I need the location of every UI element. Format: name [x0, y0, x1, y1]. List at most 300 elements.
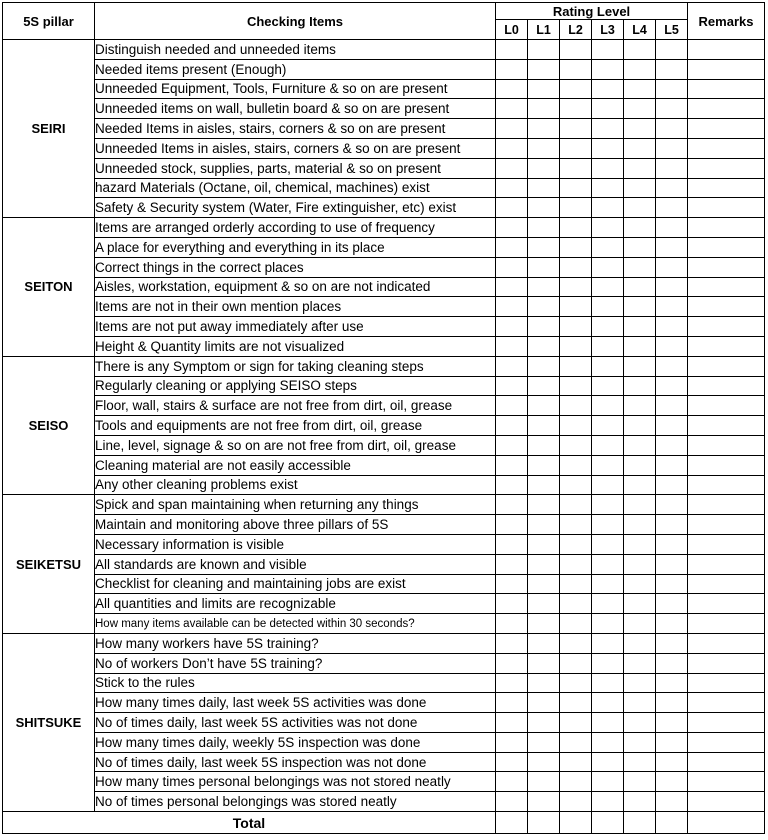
rating-cell-l2[interactable] — [560, 475, 592, 495]
remarks-cell[interactable] — [688, 534, 765, 554]
rating-cell-l0[interactable] — [496, 178, 528, 198]
rating-cell-l4[interactable] — [624, 257, 656, 277]
rating-cell-l3[interactable] — [592, 356, 624, 376]
rating-cell-l4[interactable] — [624, 297, 656, 317]
rating-cell-l5[interactable] — [656, 594, 688, 614]
rating-cell-l0[interactable] — [496, 772, 528, 792]
rating-cell-l0[interactable] — [496, 257, 528, 277]
rating-cell-l5[interactable] — [656, 633, 688, 653]
rating-cell-l1[interactable] — [528, 99, 560, 119]
remarks-cell[interactable] — [688, 515, 765, 535]
rating-cell-l4[interactable] — [624, 178, 656, 198]
remarks-cell[interactable] — [688, 594, 765, 614]
rating-cell-l3[interactable] — [592, 534, 624, 554]
rating-cell-l5[interactable] — [656, 218, 688, 238]
rating-cell-l1[interactable] — [528, 633, 560, 653]
rating-cell-l2[interactable] — [560, 594, 592, 614]
rating-cell-l1[interactable] — [528, 119, 560, 139]
rating-cell-l1[interactable] — [528, 455, 560, 475]
rating-cell-l3[interactable] — [592, 237, 624, 257]
rating-cell-l3[interactable] — [592, 336, 624, 356]
rating-cell-l5[interactable] — [656, 40, 688, 60]
checking-item: Tools and equipments are not free from dirt, oil, grease — [95, 416, 496, 436]
remarks-cell[interactable] — [688, 495, 765, 515]
rating-cell-l0[interactable] — [496, 574, 528, 594]
rating-cell-l1[interactable] — [528, 79, 560, 99]
rating-cell-l1[interactable] — [528, 356, 560, 376]
rating-cell-l0[interactable] — [496, 515, 528, 535]
remarks-cell[interactable] — [688, 455, 765, 475]
header-level-l0: L0 — [496, 20, 528, 40]
rating-cell-l2[interactable] — [560, 633, 592, 653]
rating-cell-l2[interactable] — [560, 455, 592, 475]
total-cell-l1[interactable] — [528, 812, 560, 834]
remarks-cell[interactable] — [688, 178, 765, 198]
rating-cell-l3[interactable] — [592, 633, 624, 653]
remarks-cell[interactable] — [688, 574, 765, 594]
rating-cell-l2[interactable] — [560, 732, 592, 752]
remarks-cell[interactable] — [688, 673, 765, 693]
rating-cell-l3[interactable] — [592, 594, 624, 614]
rating-cell-l0[interactable] — [496, 475, 528, 495]
rating-cell-l4[interactable] — [624, 455, 656, 475]
header-level-l4: L4 — [624, 20, 656, 40]
remarks-cell[interactable] — [688, 772, 765, 792]
remarks-cell[interactable] — [688, 633, 765, 653]
rating-cell-l4[interactable] — [624, 554, 656, 574]
rating-cell-l1[interactable] — [528, 574, 560, 594]
rating-cell-l2[interactable] — [560, 198, 592, 218]
rating-cell-l4[interactable] — [624, 119, 656, 139]
checking-item: Any other cleaning problems exist — [95, 475, 496, 495]
rating-cell-l0[interactable] — [496, 297, 528, 317]
rating-cell-l0[interactable] — [496, 158, 528, 178]
rating-cell-l0[interactable] — [496, 416, 528, 436]
rating-cell-l1[interactable] — [528, 237, 560, 257]
rating-cell-l5[interactable] — [656, 297, 688, 317]
rating-cell-l2[interactable] — [560, 237, 592, 257]
rating-cell-l2[interactable] — [560, 554, 592, 574]
rating-cell-l0[interactable] — [496, 435, 528, 455]
remarks-cell[interactable] — [688, 99, 765, 119]
rating-cell-l0[interactable] — [496, 614, 528, 634]
rating-cell-l0[interactable] — [496, 455, 528, 475]
rating-cell-l5[interactable] — [656, 416, 688, 436]
rating-cell-l1[interactable] — [528, 614, 560, 634]
remarks-cell[interactable] — [688, 653, 765, 673]
rating-cell-l1[interactable] — [528, 673, 560, 693]
rating-cell-l5[interactable] — [656, 79, 688, 99]
remarks-cell[interactable] — [688, 336, 765, 356]
rating-cell-l0[interactable] — [496, 633, 528, 653]
remarks-cell[interactable] — [688, 693, 765, 713]
rating-cell-l0[interactable] — [496, 396, 528, 416]
rating-cell-l5[interactable] — [656, 614, 688, 634]
rating-cell-l3[interactable] — [592, 455, 624, 475]
remarks-cell[interactable] — [688, 752, 765, 772]
rating-cell-l3[interactable] — [592, 257, 624, 277]
rating-cell-l1[interactable] — [528, 138, 560, 158]
rating-cell-l4[interactable] — [624, 59, 656, 79]
rating-cell-l3[interactable] — [592, 772, 624, 792]
rating-cell-l1[interactable] — [528, 396, 560, 416]
rating-cell-l2[interactable] — [560, 653, 592, 673]
rating-cell-l0[interactable] — [496, 594, 528, 614]
rating-cell-l2[interactable] — [560, 356, 592, 376]
rating-cell-l1[interactable] — [528, 713, 560, 733]
rating-cell-l3[interactable] — [592, 435, 624, 455]
remarks-cell[interactable] — [688, 158, 765, 178]
rating-cell-l2[interactable] — [560, 396, 592, 416]
rating-cell-l2[interactable] — [560, 99, 592, 119]
rating-cell-l5[interactable] — [656, 792, 688, 812]
rating-cell-l3[interactable] — [592, 218, 624, 238]
rating-cell-l4[interactable] — [624, 475, 656, 495]
rating-cell-l1[interactable] — [528, 772, 560, 792]
rating-cell-l3[interactable] — [592, 79, 624, 99]
rating-cell-l4[interactable] — [624, 376, 656, 396]
rating-cell-l3[interactable] — [592, 277, 624, 297]
rating-cell-l2[interactable] — [560, 673, 592, 693]
rating-cell-l5[interactable] — [656, 713, 688, 733]
rating-cell-l0[interactable] — [496, 237, 528, 257]
rating-cell-l1[interactable] — [528, 277, 560, 297]
rating-cell-l5[interactable] — [656, 653, 688, 673]
rating-cell-l5[interactable] — [656, 534, 688, 554]
rating-cell-l3[interactable] — [592, 713, 624, 733]
rating-cell-l5[interactable] — [656, 732, 688, 752]
rating-cell-l3[interactable] — [592, 178, 624, 198]
rating-cell-l2[interactable] — [560, 79, 592, 99]
rating-cell-l1[interactable] — [528, 693, 560, 713]
rating-cell-l0[interactable] — [496, 495, 528, 515]
rating-cell-l4[interactable] — [624, 653, 656, 673]
rating-cell-l0[interactable] — [496, 99, 528, 119]
rating-cell-l3[interactable] — [592, 416, 624, 436]
rating-cell-l5[interactable] — [656, 673, 688, 693]
rating-cell-l1[interactable] — [528, 435, 560, 455]
rating-cell-l1[interactable] — [528, 59, 560, 79]
rating-cell-l3[interactable] — [592, 515, 624, 535]
rating-cell-l3[interactable] — [592, 792, 624, 812]
total-cell-l2[interactable] — [560, 812, 592, 834]
checking-item: hazard Materials (Octane, oil, chemical, machines) exist — [95, 178, 496, 198]
rating-cell-l3[interactable] — [592, 673, 624, 693]
checking-item: Items are arranged orderly according to use of frequency — [95, 218, 496, 238]
rating-cell-l4[interactable] — [624, 713, 656, 733]
rating-cell-l0[interactable] — [496, 218, 528, 238]
rating-cell-l0[interactable] — [496, 752, 528, 772]
rating-cell-l5[interactable] — [656, 119, 688, 139]
rating-cell-l4[interactable] — [624, 277, 656, 297]
rating-cell-l3[interactable] — [592, 59, 624, 79]
rating-cell-l3[interactable] — [592, 138, 624, 158]
rating-cell-l0[interactable] — [496, 653, 528, 673]
rating-cell-l1[interactable] — [528, 515, 560, 535]
rating-cell-l0[interactable] — [496, 336, 528, 356]
rating-cell-l4[interactable] — [624, 435, 656, 455]
rating-cell-l4[interactable] — [624, 673, 656, 693]
rating-cell-l2[interactable] — [560, 119, 592, 139]
pillar-shitsuke: SHITSUKE — [3, 633, 95, 811]
rating-cell-l2[interactable] — [560, 59, 592, 79]
checking-item: How many workers have 5S training? — [95, 633, 496, 653]
checking-item: How many times personal belongings was not stored neatly — [95, 772, 496, 792]
rating-cell-l3[interactable] — [592, 40, 624, 60]
rating-cell-l0[interactable] — [496, 40, 528, 60]
rating-cell-l5[interactable] — [656, 574, 688, 594]
checking-item: Safety & Security system (Water, Fire extinguisher, etc) exist — [95, 198, 496, 218]
rating-cell-l1[interactable] — [528, 732, 560, 752]
rating-cell-l2[interactable] — [560, 772, 592, 792]
rating-cell-l2[interactable] — [560, 297, 592, 317]
rating-cell-l2[interactable] — [560, 495, 592, 515]
rating-cell-l3[interactable] — [592, 376, 624, 396]
remarks-cell[interactable] — [688, 713, 765, 733]
rating-cell-l1[interactable] — [528, 792, 560, 812]
total-remarks-cell[interactable] — [688, 812, 765, 834]
rating-cell-l1[interactable] — [528, 297, 560, 317]
rating-cell-l4[interactable] — [624, 416, 656, 436]
rating-cell-l4[interactable] — [624, 752, 656, 772]
rating-cell-l1[interactable] — [528, 317, 560, 337]
rating-cell-l1[interactable] — [528, 752, 560, 772]
remarks-cell[interactable] — [688, 40, 765, 60]
rating-cell-l3[interactable] — [592, 119, 624, 139]
checking-item: No of times daily, last week 5S inspection was not done — [95, 752, 496, 772]
header-level-l5: L5 — [656, 20, 688, 40]
rating-cell-l2[interactable] — [560, 534, 592, 554]
remarks-cell[interactable] — [688, 277, 765, 297]
rating-cell-l4[interactable] — [624, 515, 656, 535]
rating-cell-l4[interactable] — [624, 40, 656, 60]
rating-cell-l5[interactable] — [656, 356, 688, 376]
rating-cell-l1[interactable] — [528, 336, 560, 356]
rating-cell-l5[interactable] — [656, 475, 688, 495]
remarks-cell[interactable] — [688, 317, 765, 337]
rating-cell-l5[interactable] — [656, 693, 688, 713]
rating-cell-l0[interactable] — [496, 554, 528, 574]
rating-cell-l2[interactable] — [560, 138, 592, 158]
rating-cell-l5[interactable] — [656, 59, 688, 79]
rating-cell-l3[interactable] — [592, 99, 624, 119]
rating-cell-l1[interactable] — [528, 594, 560, 614]
remarks-cell[interactable] — [688, 614, 765, 634]
rating-cell-l4[interactable] — [624, 693, 656, 713]
rating-cell-l2[interactable] — [560, 158, 592, 178]
rating-cell-l1[interactable] — [528, 376, 560, 396]
rating-cell-l1[interactable] — [528, 534, 560, 554]
remarks-cell[interactable] — [688, 218, 765, 238]
rating-cell-l1[interactable] — [528, 554, 560, 574]
rating-cell-l4[interactable] — [624, 614, 656, 634]
checking-item: Unneeded stock, supplies, parts, material & so on present — [95, 158, 496, 178]
rating-cell-l1[interactable] — [528, 198, 560, 218]
total-cell-l3[interactable] — [592, 812, 624, 834]
remarks-cell[interactable] — [688, 297, 765, 317]
rating-cell-l3[interactable] — [592, 495, 624, 515]
rating-cell-l0[interactable] — [496, 198, 528, 218]
rating-cell-l2[interactable] — [560, 277, 592, 297]
rating-cell-l3[interactable] — [592, 475, 624, 495]
rating-cell-l3[interactable] — [592, 297, 624, 317]
rating-cell-l5[interactable] — [656, 455, 688, 475]
rating-cell-l5[interactable] — [656, 495, 688, 515]
rating-cell-l2[interactable] — [560, 515, 592, 535]
rating-cell-l4[interactable] — [624, 792, 656, 812]
rating-cell-l0[interactable] — [496, 79, 528, 99]
total-cell-l4[interactable] — [624, 812, 656, 834]
rating-cell-l4[interactable] — [624, 396, 656, 416]
rating-cell-l4[interactable] — [624, 594, 656, 614]
rating-cell-l1[interactable] — [528, 475, 560, 495]
rating-cell-l3[interactable] — [592, 158, 624, 178]
rating-cell-l2[interactable] — [560, 40, 592, 60]
rating-cell-l4[interactable] — [624, 336, 656, 356]
remarks-cell[interactable] — [688, 356, 765, 376]
remarks-cell[interactable] — [688, 396, 765, 416]
total-cell-l0[interactable] — [496, 812, 528, 834]
rating-cell-l4[interactable] — [624, 317, 656, 337]
rating-cell-l5[interactable] — [656, 138, 688, 158]
rating-cell-l2[interactable] — [560, 376, 592, 396]
rating-cell-l5[interactable] — [656, 158, 688, 178]
rating-cell-l3[interactable] — [592, 732, 624, 752]
remarks-cell[interactable] — [688, 79, 765, 99]
rating-cell-l1[interactable] — [528, 416, 560, 436]
rating-cell-l2[interactable] — [560, 435, 592, 455]
total-label: Total — [3, 812, 496, 834]
rating-cell-l5[interactable] — [656, 752, 688, 772]
remarks-cell[interactable] — [688, 732, 765, 752]
remarks-cell[interactable] — [688, 416, 765, 436]
checking-item: No of times daily, last week 5S activities was not done — [95, 713, 496, 733]
rating-cell-l4[interactable] — [624, 772, 656, 792]
checking-item: Aisles, workstation, equipment & so on are not indicated — [95, 277, 496, 297]
remarks-cell[interactable] — [688, 138, 765, 158]
table-row — [3, 752, 765, 772]
rating-cell-l0[interactable] — [496, 138, 528, 158]
rating-cell-l4[interactable] — [624, 218, 656, 238]
checking-item: Correct things in the correct places — [95, 257, 496, 277]
rating-cell-l0[interactable] — [496, 732, 528, 752]
rating-cell-l4[interactable] — [624, 633, 656, 653]
rating-cell-l3[interactable] — [592, 752, 624, 772]
remarks-cell[interactable] — [688, 257, 765, 277]
rating-cell-l0[interactable] — [496, 673, 528, 693]
rating-cell-l3[interactable] — [592, 614, 624, 634]
remarks-cell[interactable] — [688, 198, 765, 218]
remarks-cell[interactable] — [688, 792, 765, 812]
rating-cell-l5[interactable] — [656, 554, 688, 574]
rating-cell-l3[interactable] — [592, 317, 624, 337]
rating-cell-l5[interactable] — [656, 237, 688, 257]
remarks-cell[interactable] — [688, 119, 765, 139]
table-row — [3, 594, 765, 614]
rating-cell-l5[interactable] — [656, 376, 688, 396]
rating-cell-l4[interactable] — [624, 99, 656, 119]
rating-cell-l2[interactable] — [560, 614, 592, 634]
rating-cell-l0[interactable] — [496, 317, 528, 337]
rating-cell-l4[interactable] — [624, 534, 656, 554]
rating-cell-l2[interactable] — [560, 792, 592, 812]
rating-cell-l5[interactable] — [656, 772, 688, 792]
remarks-cell[interactable] — [688, 435, 765, 455]
rating-cell-l2[interactable] — [560, 336, 592, 356]
rating-cell-l3[interactable] — [592, 554, 624, 574]
rating-cell-l1[interactable] — [528, 158, 560, 178]
rating-cell-l1[interactable] — [528, 40, 560, 60]
remarks-cell[interactable] — [688, 554, 765, 574]
rating-cell-l0[interactable] — [496, 534, 528, 554]
rating-cell-l4[interactable] — [624, 732, 656, 752]
rating-cell-l3[interactable] — [592, 198, 624, 218]
rating-cell-l3[interactable] — [592, 396, 624, 416]
rating-cell-l1[interactable] — [528, 178, 560, 198]
table-row — [3, 336, 765, 356]
rating-cell-l2[interactable] — [560, 416, 592, 436]
rating-cell-l3[interactable] — [592, 653, 624, 673]
rating-cell-l5[interactable] — [656, 396, 688, 416]
rating-cell-l2[interactable] — [560, 257, 592, 277]
rating-cell-l2[interactable] — [560, 178, 592, 198]
remarks-cell[interactable] — [688, 237, 765, 257]
rating-cell-l5[interactable] — [656, 277, 688, 297]
rating-cell-l5[interactable] — [656, 178, 688, 198]
rating-cell-l5[interactable] — [656, 317, 688, 337]
rating-cell-l2[interactable] — [560, 574, 592, 594]
rating-cell-l0[interactable] — [496, 119, 528, 139]
rating-cell-l4[interactable] — [624, 356, 656, 376]
rating-cell-l1[interactable] — [528, 257, 560, 277]
rating-cell-l4[interactable] — [624, 237, 656, 257]
rating-cell-l4[interactable] — [624, 138, 656, 158]
rating-cell-l0[interactable] — [496, 376, 528, 396]
rating-cell-l5[interactable] — [656, 99, 688, 119]
remarks-cell[interactable] — [688, 59, 765, 79]
rating-cell-l1[interactable] — [528, 495, 560, 515]
rating-cell-l0[interactable] — [496, 59, 528, 79]
rating-cell-l0[interactable] — [496, 693, 528, 713]
rating-cell-l5[interactable] — [656, 198, 688, 218]
remarks-cell[interactable] — [688, 475, 765, 495]
rating-cell-l5[interactable] — [656, 435, 688, 455]
rating-cell-l3[interactable] — [592, 574, 624, 594]
rating-cell-l0[interactable] — [496, 277, 528, 297]
rating-cell-l2[interactable] — [560, 317, 592, 337]
rating-cell-l3[interactable] — [592, 693, 624, 713]
rating-cell-l2[interactable] — [560, 713, 592, 733]
rating-cell-l1[interactable] — [528, 218, 560, 238]
rating-cell-l2[interactable] — [560, 693, 592, 713]
rating-cell-l0[interactable] — [496, 792, 528, 812]
rating-cell-l4[interactable] — [624, 79, 656, 99]
rating-cell-l4[interactable] — [624, 158, 656, 178]
rating-cell-l1[interactable] — [528, 653, 560, 673]
rating-cell-l5[interactable] — [656, 257, 688, 277]
rating-cell-l4[interactable] — [624, 574, 656, 594]
rating-cell-l0[interactable] — [496, 356, 528, 376]
rating-cell-l5[interactable] — [656, 515, 688, 535]
total-cell-l5[interactable] — [656, 812, 688, 834]
rating-cell-l2[interactable] — [560, 218, 592, 238]
rating-cell-l0[interactable] — [496, 713, 528, 733]
rating-cell-l4[interactable] — [624, 495, 656, 515]
rating-cell-l2[interactable] — [560, 752, 592, 772]
remarks-cell[interactable] — [688, 376, 765, 396]
rating-cell-l5[interactable] — [656, 336, 688, 356]
rating-cell-l4[interactable] — [624, 198, 656, 218]
